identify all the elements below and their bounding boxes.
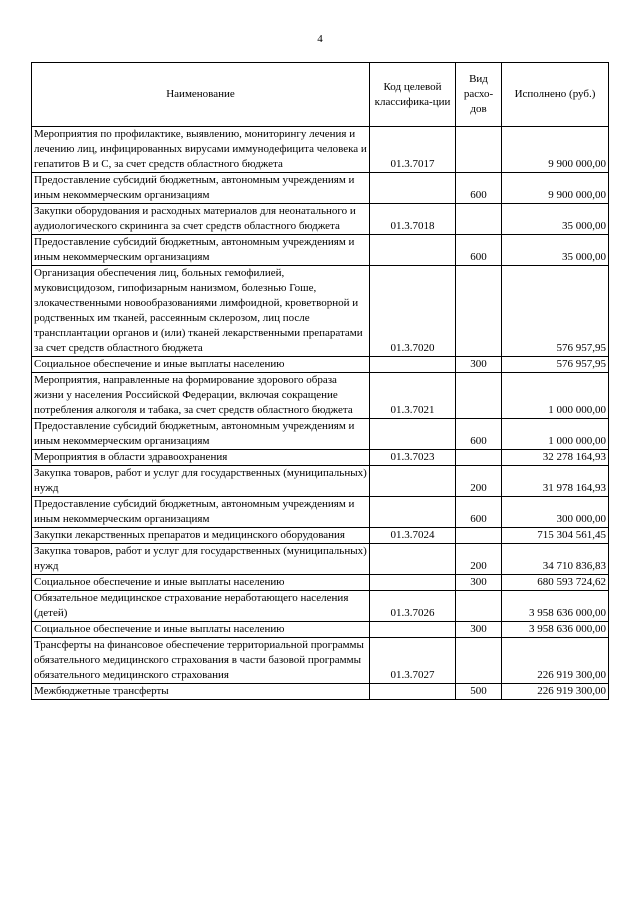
- row-name-cell: Предоставление субсидий бюджетным, автономным учреждениям и иным некоммерческим организациям: [32, 497, 370, 528]
- row-type-cell: [456, 591, 502, 622]
- row-code-cell: [370, 622, 456, 638]
- row-amount-cell: 35 000,00: [502, 204, 609, 235]
- row-type-cell: 600: [456, 497, 502, 528]
- table-body: [32, 127, 609, 700]
- row-amount-cell: 1 000 000,00: [502, 373, 609, 419]
- row-type-cell: [456, 638, 502, 684]
- row-amount-cell: 226 919 300,00: [502, 684, 609, 700]
- table-row: [32, 497, 609, 528]
- row-code-cell: [370, 575, 456, 591]
- table-row: [32, 357, 609, 373]
- row-code-cell: 01.3.7017: [370, 127, 456, 173]
- header-row: [32, 63, 609, 127]
- row-amount-cell: 680 593 724,62: [502, 575, 609, 591]
- row-type-cell: 500: [456, 684, 502, 700]
- row-name-cell: Закупки лекарственных препаратов и медицинского оборудования: [32, 528, 370, 544]
- row-type-cell: 300: [456, 357, 502, 373]
- table-row: [32, 204, 609, 235]
- table-row: [32, 266, 609, 357]
- table-row: [32, 419, 609, 450]
- table-row: [32, 173, 609, 204]
- row-code-cell: 01.3.7027: [370, 638, 456, 684]
- row-amount-cell: 35 000,00: [502, 235, 609, 266]
- row-amount-cell: 715 304 561,45: [502, 528, 609, 544]
- row-name-cell: Трансферты на финансовое обеспечение территориальной программы обязательного медицинского страхования в части базовой программы обязательного медицинского страхования: [32, 638, 370, 684]
- row-code-cell: 01.3.7026: [370, 591, 456, 622]
- row-name-cell: Предоставление субсидий бюджетным, автономным учреждениям и иным некоммерческим организациям: [32, 419, 370, 450]
- row-amount-cell: 226 919 300,00: [502, 638, 609, 684]
- row-name-cell: Обязательное медицинское страхование неработающего населения (детей): [32, 591, 370, 622]
- row-code-cell: 01.3.7021: [370, 373, 456, 419]
- header-name: Наименование: [32, 63, 370, 127]
- row-code-cell: [370, 466, 456, 497]
- row-amount-cell: 3 958 636 000,00: [502, 591, 609, 622]
- row-code-cell: [370, 497, 456, 528]
- row-amount-cell: 31 978 164,93: [502, 466, 609, 497]
- row-type-cell: 300: [456, 575, 502, 591]
- row-type-cell: [456, 204, 502, 235]
- row-type-cell: [456, 450, 502, 466]
- table-row: [32, 235, 609, 266]
- page-number: 4: [317, 33, 323, 45]
- table-row: [32, 591, 609, 622]
- row-name-cell: Межбюджетные трансферты: [32, 684, 370, 700]
- row-name-cell: Социальное обеспечение и иные выплаты населению: [32, 622, 370, 638]
- row-amount-cell: 9 900 000,00: [502, 127, 609, 173]
- row-code-cell: [370, 544, 456, 575]
- table-row: [32, 622, 609, 638]
- table-row: [32, 127, 609, 173]
- table-row: [32, 466, 609, 497]
- row-type-cell: 200: [456, 544, 502, 575]
- row-name-cell: Социальное обеспечение и иные выплаты населению: [32, 357, 370, 373]
- row-amount-cell: 3 958 636 000,00: [502, 622, 609, 638]
- table-row: [32, 450, 609, 466]
- row-type-cell: 200: [456, 466, 502, 497]
- row-code-cell: 01.3.7024: [370, 528, 456, 544]
- table-row: [32, 575, 609, 591]
- row-type-cell: 600: [456, 235, 502, 266]
- row-name-cell: Организация обеспечения лиц, больных гемофилией, муковисцидозом, гипофизарным нанизмом, болезнью Гоше, злокачественными новообразованиями лимфоидной, кроветворной и родственных им тканей, рассеянным склерозом, лиц после трансплантации органов и (или) тканей лекарственными препаратами за счет средств областного бюджета: [32, 266, 370, 357]
- row-name-cell: Закупка товаров, работ и услуг для государственных (муниципальных) нужд: [32, 466, 370, 497]
- header-amount: Исполнено (руб.): [502, 63, 609, 127]
- row-amount-cell: 576 957,95: [502, 357, 609, 373]
- table-row: [32, 373, 609, 419]
- table-row: [32, 528, 609, 544]
- row-code-cell: [370, 173, 456, 204]
- row-name-cell: Закупки оборудования и расходных материалов для неонатального и аудиологического скрининга за счет средств областного бюджета: [32, 204, 370, 235]
- row-name-cell: Предоставление субсидий бюджетным, автономным учреждениям и иным некоммерческим организациям: [32, 235, 370, 266]
- header-code: Код целевой классифика-ции: [370, 63, 456, 127]
- row-amount-cell: 34 710 836,83: [502, 544, 609, 575]
- row-type-cell: [456, 127, 502, 173]
- row-code-cell: [370, 419, 456, 450]
- table-row: [32, 544, 609, 575]
- row-type-cell: [456, 266, 502, 357]
- row-code-cell: 01.3.7018: [370, 204, 456, 235]
- budget-table: [31, 62, 609, 700]
- table-row: [32, 638, 609, 684]
- row-name-cell: Мероприятия, направленные на формирование здорового образа жизни у населения Российской Федерации, включая сокращение потребления алкоголя и табака, за счет средств областного бюджета: [32, 373, 370, 419]
- row-amount-cell: 1 000 000,00: [502, 419, 609, 450]
- table-row: [32, 684, 609, 700]
- row-code-cell: [370, 235, 456, 266]
- row-amount-cell: 9 900 000,00: [502, 173, 609, 204]
- row-type-cell: 600: [456, 173, 502, 204]
- table-header: [32, 63, 609, 127]
- row-name-cell: Мероприятия в области здравоохранения: [32, 450, 370, 466]
- row-code-cell: 01.3.7020: [370, 266, 456, 357]
- row-code-cell: [370, 684, 456, 700]
- row-name-cell: Мероприятия по профилактике, выявлению, мониторингу лечения и лечению лиц, инфицированных вирусами иммунодефицита человека и гепатитов B и C, за счет средств областного бюджета: [32, 127, 370, 173]
- row-type-cell: [456, 373, 502, 419]
- row-name-cell: Закупка товаров, работ и услуг для государственных (муниципальных) нужд: [32, 544, 370, 575]
- row-amount-cell: 300 000,00: [502, 497, 609, 528]
- row-name-cell: Социальное обеспечение и иные выплаты населению: [32, 575, 370, 591]
- row-type-cell: 300: [456, 622, 502, 638]
- row-amount-cell: 576 957,95: [502, 266, 609, 357]
- row-amount-cell: 32 278 164,93: [502, 450, 609, 466]
- header-type: Вид расхо-дов: [456, 63, 502, 127]
- row-code-cell: [370, 357, 456, 373]
- row-name-cell: Предоставление субсидий бюджетным, автономным учреждениям и иным некоммерческим организациям: [32, 173, 370, 204]
- row-code-cell: 01.3.7023: [370, 450, 456, 466]
- row-type-cell: [456, 528, 502, 544]
- row-type-cell: 600: [456, 419, 502, 450]
